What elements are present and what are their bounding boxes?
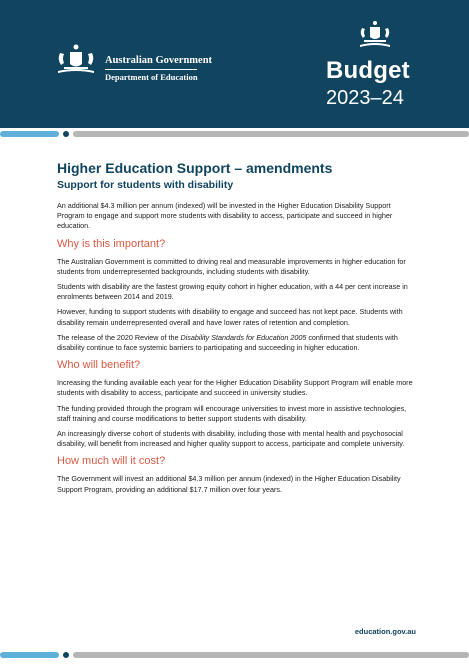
section-heading: Who will benefit? bbox=[57, 359, 141, 372]
cited-standard-title: Disability Standards for Education 2005 bbox=[180, 332, 307, 342]
section-paragraph: Increasing the funding available each year for the Higher Education Disability Support Program will enable more students with disability to access, participate and succeed in university studies. bbox=[57, 378, 413, 398]
budget-title: Budget bbox=[326, 57, 410, 84]
government-name: Australian Government bbox=[105, 55, 213, 66]
section-heading: How much will it cost? bbox=[57, 455, 166, 468]
government-logo-text bbox=[105, 54, 212, 83]
coat-of-arms-icon bbox=[54, 43, 98, 77]
section-paragraph: The Government will invest an additional $4.3 million per annum (indexed) in the Higher Education Disability Support Program, providing an additional $17.7 million over four years. bbox=[57, 474, 401, 494]
divider-segment-light bbox=[0, 131, 59, 137]
section-paragraph: However, funding to support students with disability to engage and succeed has not kept pace. Students with disability remain underrepresented overall and have lower rates of retention and completion. bbox=[57, 307, 403, 327]
intro-paragraph: An additional $4.3 million per annum (indexed) will be invested in the Higher Education Disability Support Program to engage and support more students with disability to access, participate and succeed in higher education. bbox=[57, 201, 393, 231]
budget-crest-icon bbox=[358, 20, 392, 54]
department-name: Department of Education bbox=[105, 72, 198, 82]
header-banner bbox=[0, 0, 469, 128]
divider-segment-grey bbox=[73, 652, 469, 658]
document-body bbox=[57, 160, 417, 500]
divider-dot bbox=[63, 131, 69, 137]
section-paragraph: An increasingly diverse cohort of students with disability, including those with mental health and psychosocial disability, will benefit from increased and higher quality support to access, participate and complete university. bbox=[57, 429, 405, 449]
document-subtitle: Support for students with disability bbox=[57, 179, 234, 191]
footer-divider bbox=[0, 652, 469, 664]
document-title: Higher Education Support – amendments bbox=[57, 160, 333, 176]
website-link[interactable]: education.gov.au bbox=[354, 627, 416, 636]
budget-year: 2023–24 bbox=[326, 87, 404, 109]
divider-segment-light bbox=[0, 652, 59, 658]
divider-dot bbox=[63, 652, 69, 658]
section-paragraph: The Australian Government is committed to driving real and measurable improvements in higher education for students from underrepresented backgrounds, including students with disability. bbox=[57, 256, 406, 276]
section-heading: Why is this important? bbox=[57, 237, 166, 250]
header-divider bbox=[0, 129, 469, 137]
logo-rule bbox=[105, 69, 197, 70]
section-paragraph: The funding provided through the program will encourage universities to invest more in assistive technologies, staff training and course modifications to better support students with disability. bbox=[57, 403, 407, 423]
section-paragraph-italic-ref: The release of the 2020 Review of the Disability Standards for Education 2005 confirmed that students with disability continue to face systemic barriers to participating and succeeding in higher education. bbox=[57, 332, 398, 353]
divider-segment-grey bbox=[73, 131, 469, 137]
section-paragraph: Students with disability are the fastest growing equity cohort in higher education, with a 44 per cent increase in enrolments between 2014 and 2019. bbox=[57, 282, 408, 302]
